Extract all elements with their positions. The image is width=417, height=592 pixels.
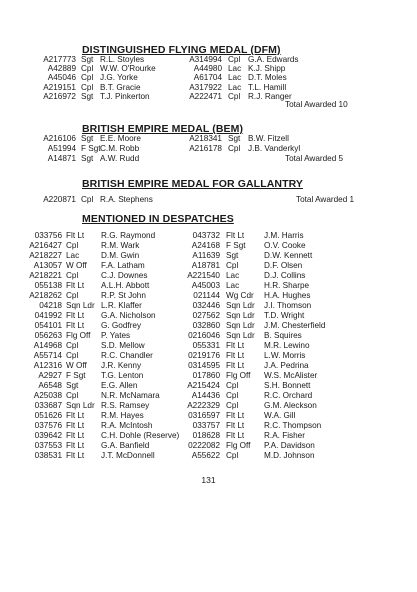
- service-number: A216972: [43, 91, 76, 101]
- rank: Flt Lt: [66, 281, 85, 290]
- person-name: R.L. Stoyles: [100, 55, 145, 64]
- table-row: [0, 381, 417, 391]
- person-name: K.J. Shipp: [248, 64, 286, 74]
- mid-heading: MENTIONED IN DESPATCHES: [82, 213, 234, 225]
- table-row: [0, 371, 417, 381]
- service-number: A221540: [187, 271, 220, 280]
- person-name: B.W. Fitzell: [248, 134, 289, 143]
- person-name: A.L.H. Abbott: [101, 281, 150, 290]
- bem-heading: BRITISH EMPIRE MEDAL (BEM): [82, 123, 244, 135]
- service-number: A14968: [33, 341, 62, 350]
- rank: Flt Lt: [226, 351, 245, 360]
- person-name: N.R. McNamara: [101, 391, 160, 400]
- table-row: [0, 251, 417, 261]
- service-number: 033687: [34, 401, 62, 410]
- service-number: 055138: [34, 281, 62, 290]
- person-name: S.H. Bonnett: [264, 381, 311, 390]
- table-row: [0, 351, 417, 361]
- rank: Sqn Ldr: [66, 301, 95, 310]
- bem-gallantry-row: [0, 195, 417, 205]
- rank: Flg Off: [66, 331, 91, 340]
- service-number: 018628: [192, 431, 220, 440]
- person-name: D.T. Moles: [248, 73, 287, 83]
- service-number: A14871: [47, 154, 76, 163]
- service-number: A216106: [43, 134, 76, 143]
- service-number: A42889: [47, 64, 76, 74]
- person-name: W.S. McAlister: [264, 371, 318, 380]
- person-name: T.D. Wright: [264, 311, 305, 320]
- service-number: A222471: [189, 91, 222, 101]
- person-name: R.A. Stephens: [100, 195, 153, 204]
- table-row: [0, 134, 417, 144]
- table-row: [0, 271, 417, 281]
- person-name: R.J. Ranger: [248, 91, 292, 101]
- person-name: A.W. Rudd: [100, 154, 140, 163]
- service-number: 039642: [34, 431, 62, 440]
- person-name: T.J. Pinkerton: [100, 91, 150, 101]
- table-row: [0, 451, 417, 461]
- rank: Flt Lt: [66, 231, 85, 240]
- rank: Sqn Ldr: [226, 301, 255, 310]
- service-number: A18781: [191, 261, 220, 270]
- service-number: 038531: [34, 451, 62, 460]
- table-row: [0, 261, 417, 271]
- service-number: A12316: [33, 361, 62, 370]
- person-name: E.E. Moore: [100, 134, 141, 143]
- rank: Cpl: [226, 261, 239, 270]
- person-name: M.D. Johnson: [264, 451, 315, 460]
- service-number: A44980: [193, 64, 222, 74]
- rank: Cpl: [66, 341, 79, 350]
- rank: Cpl: [228, 144, 241, 153]
- service-number: A51994: [47, 144, 76, 153]
- service-number: A219151: [43, 82, 76, 92]
- table-row: [0, 291, 417, 301]
- service-number: A220871: [43, 195, 76, 204]
- service-number: A55622: [191, 451, 220, 460]
- person-name: G.A. Banfield: [101, 441, 150, 450]
- rank: Flt Lt: [226, 361, 245, 370]
- table-row: [0, 331, 417, 341]
- person-name: R.S. Ramsey: [101, 401, 150, 410]
- rank: Cpl: [228, 91, 241, 101]
- rank: Flt Lt: [226, 231, 245, 240]
- person-name: R.A. Fisher: [264, 431, 305, 440]
- rank: Cpl: [226, 391, 239, 400]
- service-number: 056263: [34, 331, 62, 340]
- service-number: A25038: [33, 391, 62, 400]
- rank: Flt Lt: [66, 411, 85, 420]
- rank: Lac: [226, 281, 240, 290]
- table-row: [0, 321, 417, 331]
- table-row: [0, 311, 417, 321]
- rank: Cpl: [226, 451, 239, 460]
- person-name: B.T. Gracie: [100, 82, 141, 92]
- service-number: A218221: [29, 271, 62, 280]
- service-number: 0219176: [188, 351, 220, 360]
- person-name: G. Godfrey: [101, 321, 142, 330]
- table-row: [0, 441, 417, 451]
- bem-gallantry-total: Total Awarded 1: [296, 195, 355, 204]
- table-row: [0, 92, 417, 102]
- person-name: F.A. Latham: [101, 261, 145, 270]
- rank: Cpl: [66, 351, 79, 360]
- rank: Sgt: [226, 251, 239, 260]
- service-number: 051626: [34, 411, 62, 420]
- person-name: E.G. Allen: [101, 381, 138, 390]
- service-number: 0216046: [188, 331, 220, 340]
- rank: Flt Lt: [66, 441, 85, 450]
- rank: Flt Lt: [226, 341, 245, 350]
- service-number: A215424: [187, 381, 220, 390]
- table-row: [0, 421, 417, 431]
- page-number: 131: [201, 475, 216, 485]
- rank: Flt Lt: [66, 431, 85, 440]
- rank: Flt Lt: [226, 431, 245, 440]
- rank: Sgt: [66, 381, 79, 390]
- rank: Flt Lt: [226, 421, 245, 430]
- person-name: D.M. Gwin: [101, 251, 140, 260]
- person-name: R.C. Thompson: [264, 421, 322, 430]
- rank: Sqn Ldr: [226, 321, 255, 330]
- rank: W Off: [66, 361, 87, 370]
- service-number: 033756: [34, 231, 62, 240]
- service-number: 0316597: [188, 411, 220, 420]
- rank: Cpl: [226, 401, 239, 410]
- rank: Wg Cdr: [226, 291, 254, 300]
- service-number: 04218: [39, 301, 62, 310]
- person-name: P.A. Davidson: [264, 441, 315, 450]
- rank: Sgt: [81, 134, 94, 143]
- service-number: A45003: [191, 281, 220, 290]
- dfm-total: Total Awarded 10: [285, 100, 348, 109]
- rank: Flt Lt: [66, 421, 85, 430]
- rank: Lac: [228, 64, 242, 74]
- rank: Lac: [228, 73, 242, 83]
- person-name: R.M. Wark: [101, 241, 140, 250]
- table-row: [0, 154, 417, 164]
- rank: Lac: [66, 251, 80, 260]
- rank: Flt Lt: [226, 411, 245, 420]
- person-name: D.J. Collins: [264, 271, 306, 280]
- service-number: A13057: [33, 261, 62, 270]
- bem-total: Total Awarded 5: [285, 154, 344, 163]
- rank: Flt Lt: [66, 321, 85, 330]
- person-name: R.A. McIntosh: [101, 421, 153, 430]
- person-name: L.R. Klaffer: [101, 301, 142, 310]
- person-name: D.W. Kennett: [264, 251, 313, 260]
- service-number: A317922: [189, 82, 222, 92]
- person-name: J.G. Yorke: [100, 73, 138, 83]
- person-name: C.J. Downes: [101, 271, 148, 280]
- person-name: W.A. Gill: [264, 411, 296, 420]
- person-name: J.T. McDonnell: [101, 451, 155, 460]
- service-number: 021144: [193, 291, 220, 300]
- person-name: W.W. O'Rourke: [100, 64, 156, 74]
- person-name: O.V. Cooke: [264, 241, 306, 250]
- rank: Cpl: [81, 73, 94, 83]
- person-name: J.M. Harris: [264, 231, 304, 240]
- service-number: 043732: [192, 231, 220, 240]
- service-number: A2927: [38, 371, 62, 380]
- person-name: J.M. Chesterfield: [264, 321, 326, 330]
- person-name: D.F. Olsen: [264, 261, 303, 270]
- rank: Sgt: [81, 55, 94, 64]
- rank: Sqn Ldr: [226, 311, 255, 320]
- person-name: R.P. St John: [101, 291, 146, 300]
- rank: Flg Off: [226, 441, 251, 450]
- rank: Cpl: [226, 381, 239, 390]
- person-name: J.A. Pedrina: [264, 361, 309, 370]
- person-name: H.A. Hughes: [264, 291, 311, 300]
- rank: Cpl: [66, 241, 79, 250]
- service-number: A216178: [189, 144, 222, 153]
- service-number: 032860: [192, 321, 220, 330]
- person-name: J.R. Kenny: [101, 361, 142, 370]
- person-name: T.G. Lenton: [101, 371, 144, 380]
- rank: Cpl: [81, 82, 94, 92]
- service-number: 054101: [34, 321, 62, 330]
- service-number: A222329: [187, 401, 220, 410]
- person-name: S.D. Mellow: [101, 341, 145, 350]
- person-name: J.I. Thomson: [264, 301, 312, 310]
- person-name: J.B. Vanderkyl: [248, 144, 301, 153]
- rank: Lac: [226, 271, 240, 280]
- dfm-heading: DISTINGUISHED FLYING MEDAL (DFM): [82, 44, 281, 56]
- service-number: A217773: [43, 55, 76, 64]
- service-number: 027562: [192, 311, 220, 320]
- service-number: 037553: [34, 441, 62, 450]
- rank: Cpl: [66, 291, 79, 300]
- bem-gallantry-heading: BRITISH EMPIRE MEDAL FOR GALLANTRY: [82, 178, 303, 190]
- service-number: 033757: [192, 421, 220, 430]
- person-name: H.R. Sharpe: [264, 281, 310, 290]
- person-name: G.A. Nicholson: [101, 311, 156, 320]
- person-name: B. Squires: [264, 331, 302, 340]
- service-number: A24168: [191, 241, 220, 250]
- person-name: C.M. Robb: [100, 144, 140, 153]
- person-name: C.H. Dohle (Reserve): [101, 431, 180, 440]
- table-row: [0, 411, 417, 421]
- person-name: M.R. Lewino: [264, 341, 310, 350]
- person-name: R.C. Orchard: [264, 391, 313, 400]
- table-row: [0, 361, 417, 371]
- service-number: A218262: [29, 291, 62, 300]
- table-row: [0, 281, 417, 291]
- rank: Sqn Ldr: [66, 401, 95, 410]
- service-number: 032446: [192, 301, 220, 310]
- service-number: A45046: [47, 73, 76, 83]
- service-number: A216427: [29, 241, 62, 250]
- rank: Sgt: [228, 134, 241, 143]
- person-name: P. Yates: [101, 331, 131, 340]
- person-name: G.M. Aleckson: [264, 401, 317, 410]
- person-name: R.M. Hayes: [101, 411, 144, 420]
- person-name: L.W. Morris: [264, 351, 306, 360]
- rank: W Off: [66, 261, 87, 270]
- rank: Cpl: [66, 391, 79, 400]
- service-number: A14436: [191, 391, 220, 400]
- rank: Sgt: [81, 91, 94, 101]
- service-number: A55714: [33, 351, 62, 360]
- service-number: A6548: [38, 381, 62, 390]
- table-row: [0, 431, 417, 441]
- table-row: [0, 144, 417, 154]
- service-number: A11639: [192, 251, 220, 260]
- service-number: A218341: [189, 134, 222, 143]
- rank: F Sgt: [66, 371, 86, 380]
- rank: Sqn Ldr: [226, 331, 255, 340]
- service-number: A218227: [29, 251, 62, 260]
- service-number: 0314595: [188, 361, 220, 370]
- person-name: T.L. Hamill: [248, 82, 287, 92]
- rank: Flt Lt: [66, 311, 85, 320]
- rank: Cpl: [66, 271, 79, 280]
- person-name: R.G. Raymond: [101, 231, 156, 240]
- table-row: [0, 341, 417, 351]
- service-number: A61704: [193, 73, 222, 83]
- service-number: 055331: [192, 341, 220, 350]
- service-number: 017860: [192, 371, 220, 380]
- rank: Sgt: [81, 154, 94, 163]
- service-number: 0222082: [188, 441, 220, 450]
- table-row: [0, 231, 417, 241]
- rank: Flg Off: [226, 371, 251, 380]
- rank: Cpl: [81, 195, 94, 204]
- rank: Cpl: [81, 64, 94, 74]
- rank: Cpl: [228, 55, 241, 64]
- person-name: G.A. Edwards: [248, 55, 299, 64]
- service-number: 041992: [34, 311, 62, 320]
- table-row: [0, 241, 417, 251]
- service-number: 037576: [34, 421, 62, 430]
- person-name: R.C. Chandler: [101, 351, 153, 360]
- rank: F Sgt: [226, 241, 246, 250]
- rank: Lac: [228, 82, 242, 92]
- table-row: [0, 401, 417, 411]
- table-row: [0, 391, 417, 401]
- service-number: A314994: [189, 55, 222, 64]
- rank: Flt Lt: [66, 451, 85, 460]
- table-row: [0, 301, 417, 311]
- rank: F Sgt: [81, 144, 101, 153]
